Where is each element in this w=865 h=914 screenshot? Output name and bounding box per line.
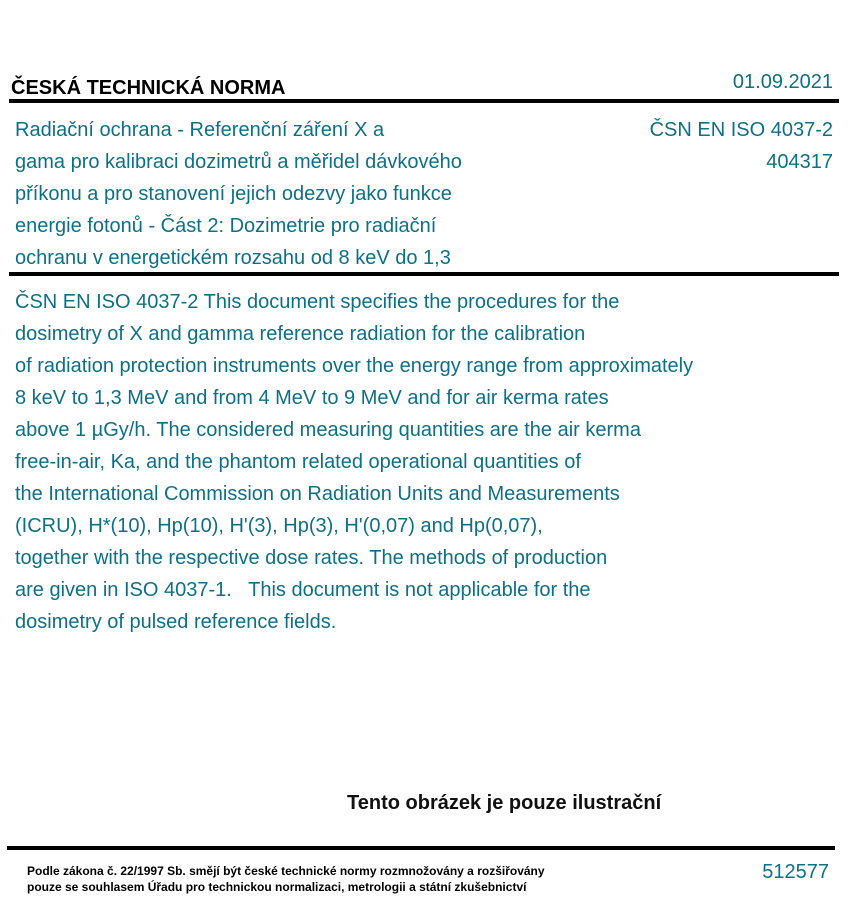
title-line: Radiační ochrana - Referenční záření X a (15, 119, 385, 141)
title-line: příkonu a pro stanovení jejich odezvy jako funkce (15, 183, 452, 205)
abstract-line: dosimetry of pulsed reference fields. (15, 611, 337, 633)
abstract-text (15, 286, 815, 638)
brand-title: ČESKÁ TECHNICKÁ NORMA (11, 77, 286, 99)
abstract-line: the International Commission on Radiation Units and Measurements (15, 483, 620, 505)
abstract-line: dosimetry of X and gamma reference radiation for the calibration (15, 323, 586, 345)
abstract-line: free-in-air, Ka, and the phantom related operational quantities of (15, 451, 581, 473)
abstract-line: 8 keV to 1,3 MeV and from 4 MeV to 9 MeV and for air kerma rates (15, 387, 609, 409)
title-line: gama pro kalibraci dozimetrů a měřidel dávkového (15, 151, 462, 173)
standard-code: ČSN EN ISO 4037-2 (649, 119, 833, 141)
abstract-line: together with the respective dose rates. The methods of production (15, 547, 608, 569)
illustration-note: Tento obrázek je pouze ilustrační (347, 792, 662, 814)
abstract-line: (ICRU), H*(10), Hp(10), H'(3), Hp(3), H'(0,07) and Hp(0,07), (15, 515, 543, 537)
abstract-line: of radiation protection instruments over the energy range from approximately (15, 355, 694, 377)
title-divider (9, 272, 839, 276)
title-line: energie fotonů - Část 2: Dozimetrie pro radiační (15, 215, 437, 237)
footer-divider (7, 846, 835, 850)
legal-line: Podle zákona č. 22/1997 Sb. smějí být české technické normy rozmnožovány a rozšiřovány (27, 864, 545, 878)
class-number: 404317 (766, 151, 833, 173)
abstract-line: above 1 µGy/h. The considered measuring quantities are the air kerma (15, 419, 641, 441)
publication-date: 01.09.2021 (732, 71, 833, 93)
title-line: ochranu v energetickém rozsahu od 8 keV do 1,3 (15, 247, 451, 269)
header-divider (9, 99, 839, 103)
legal-notice (27, 863, 545, 895)
legal-line: pouze se souhlasem Úřadu pro technickou normalizaci, metrologii a státní zkušebnictví (27, 880, 527, 894)
abstract-line: are given in ISO 4037-1. This document is not applicable for the (15, 579, 591, 601)
abstract-line: ČSN EN ISO 4037-2 This document specifies the procedures for the (15, 291, 620, 313)
standard-identifier (650, 114, 833, 178)
standard-title (15, 114, 535, 274)
document-number: 512577 (762, 861, 829, 883)
